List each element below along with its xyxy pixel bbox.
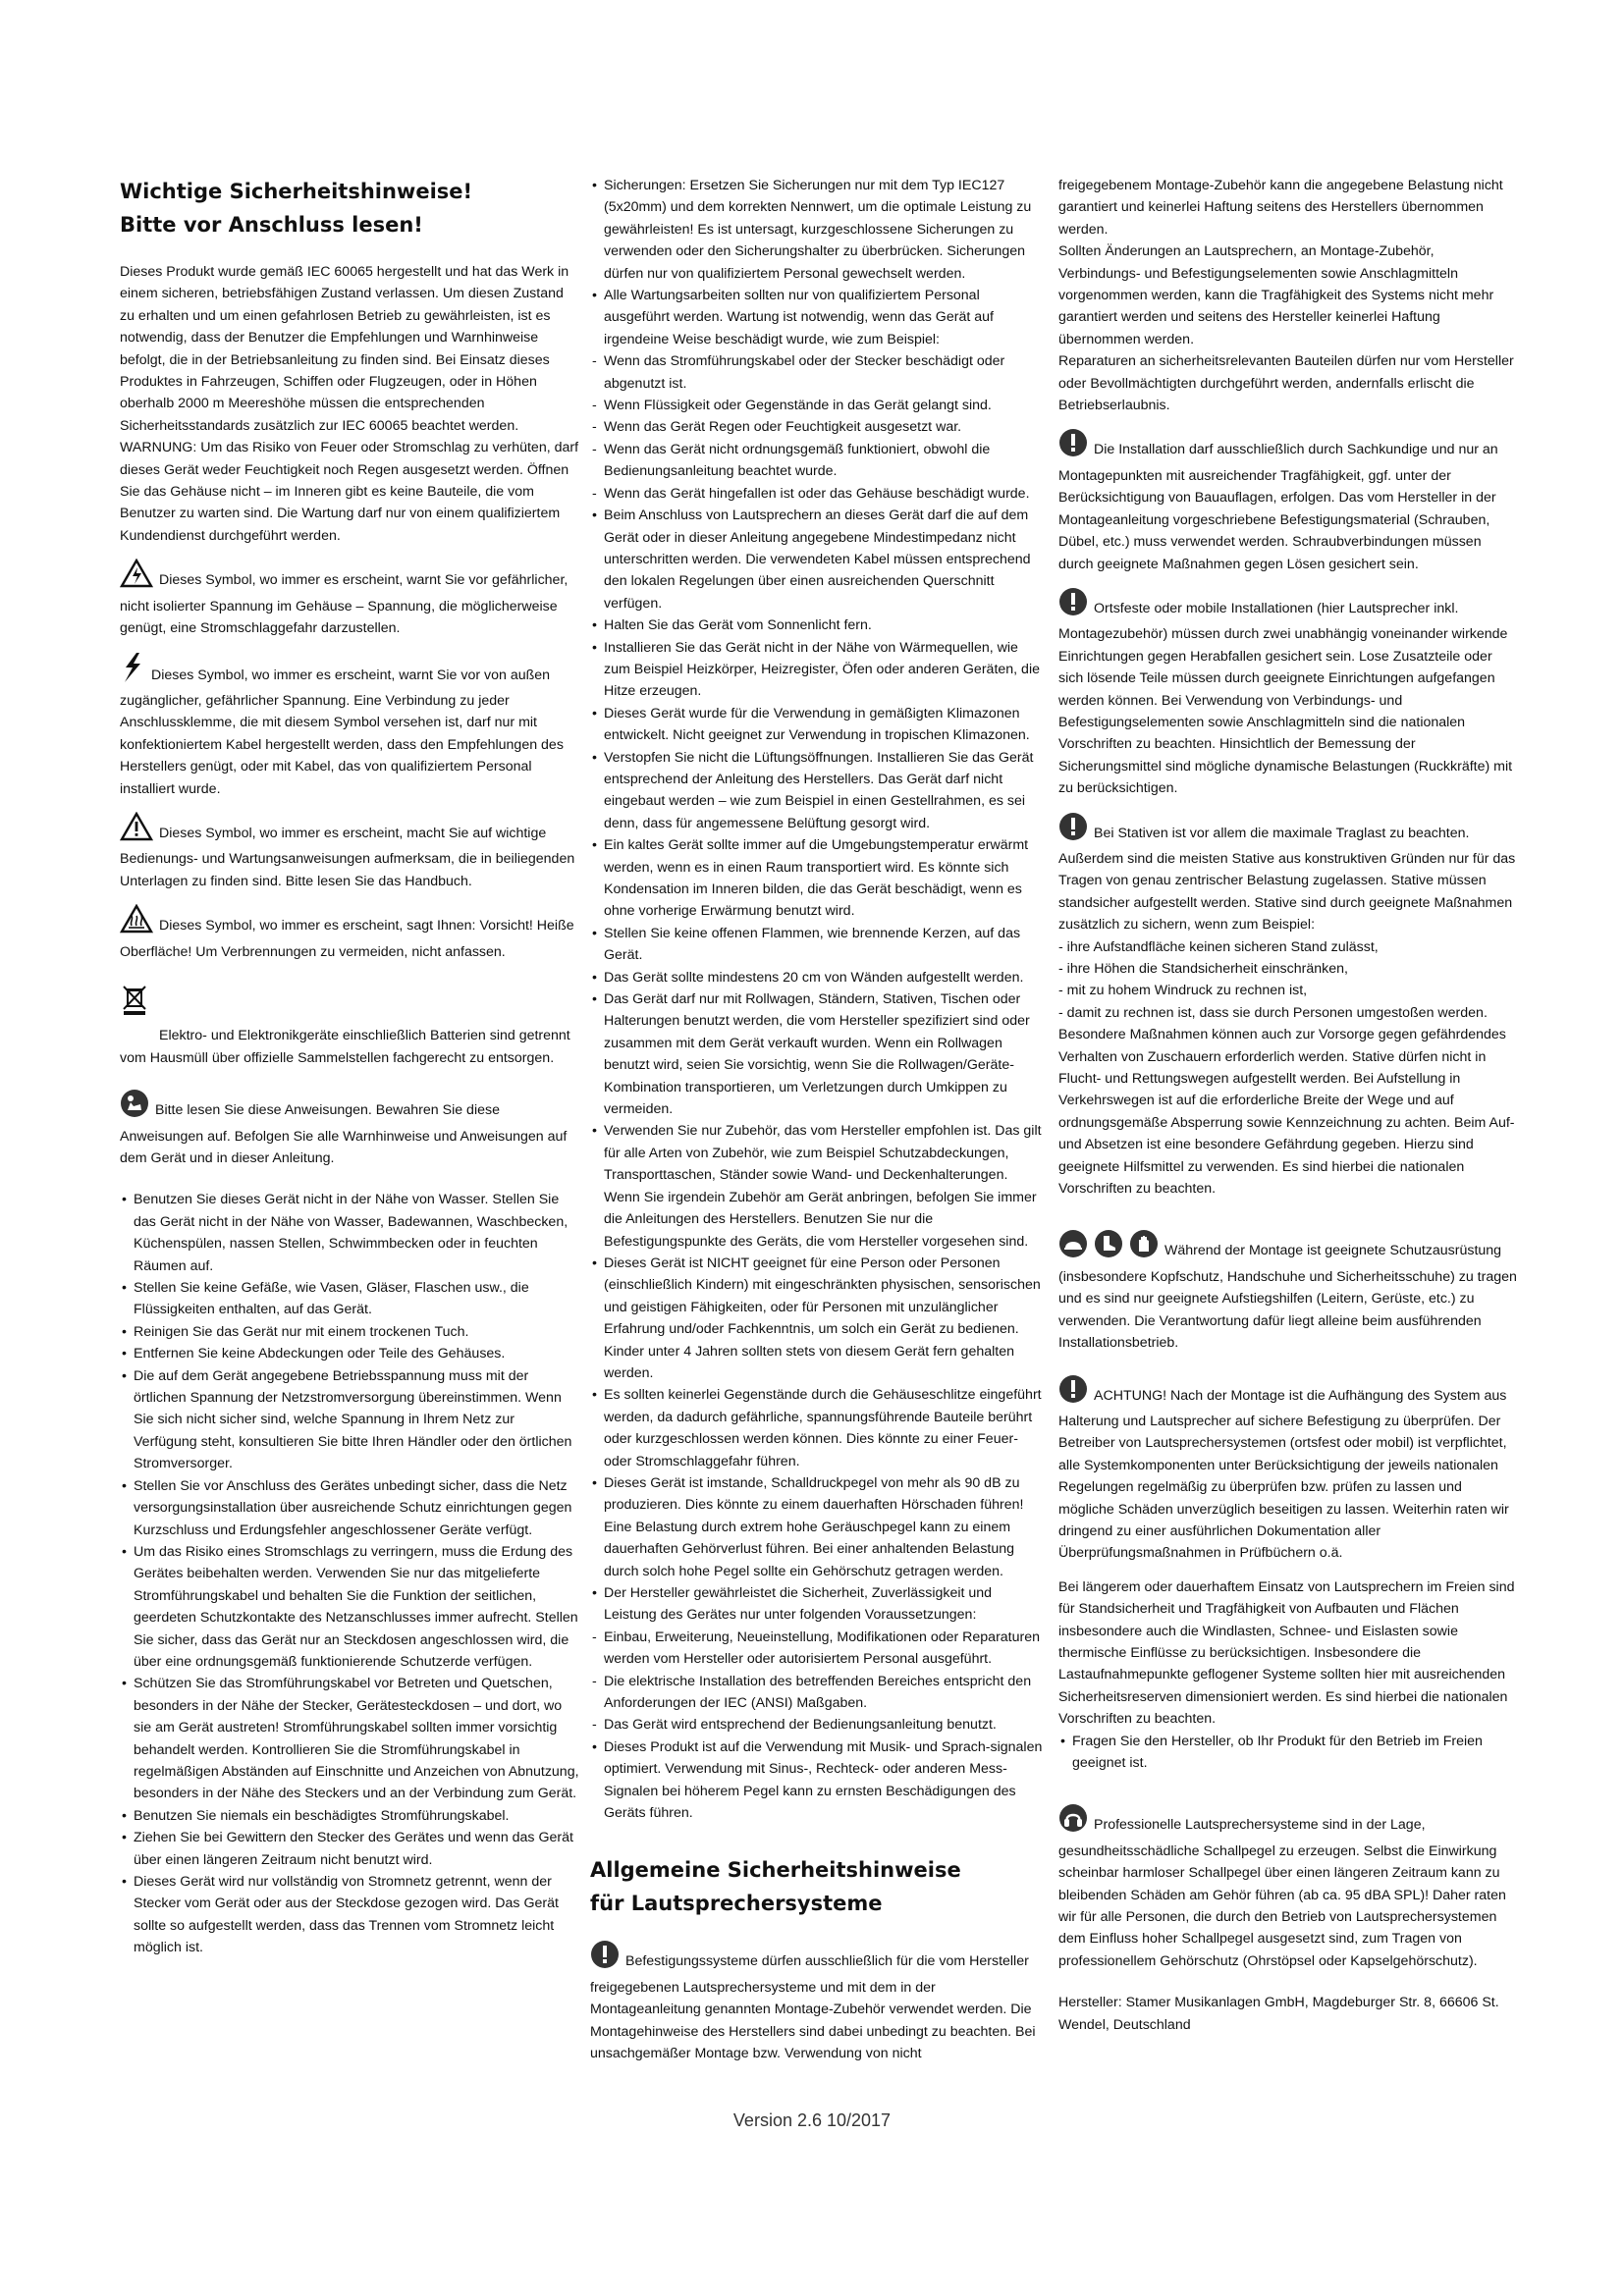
safety-list-middle [590, 175, 1044, 1824]
safety-title: Wichtige Sicherheitshinweise! [120, 180, 473, 203]
list-item: - Wenn Flüssigkeit oder Gegenstände in das Gerät gelangt sind. [590, 395, 1044, 416]
safety-boot-icon [1094, 1229, 1123, 1265]
symbol-voltage-text: Dieses Symbol, wo immer es erscheint, warnt Sie vor gefährlicher, nicht isolierter Spannung im Gehäuse – Spannung, die möglicherweise genügt, eine Stromschlaggefahr darzustellen. [120, 572, 568, 637]
symbol-voltage-note [120, 559, 581, 639]
list-item: • Das Gerät darf nur mit Rollwagen, Ständern, Stativen, Tischen oder Halterungen benutzt werden, die vom Hersteller spezifiziert sind oder zusammen mit dem Gerät verkauft wurden. Wenn ein Rollwagen benutzt wird, seien Sie vorsichtig, wenn Sie die Rollwagen/Geräte-Kombination transportieren, um Verletzungen durch Umkippen zu vermeiden. [590, 988, 1044, 1120]
exclamation-circle-icon [1058, 1374, 1088, 1411]
crossed-bin-icon [120, 983, 575, 1023]
symbol-weee-text: Elektro- und Elektronikgeräte einschließlich Batterien sind getrennt vom Hausmüll über offizielle Sammelstellen fachgerecht zu entsorgen. [120, 1028, 570, 1066]
stand-note [1058, 812, 1520, 936]
list-item: • Halten Sie das Gerät vom Sonnenlicht fern. [590, 614, 1044, 636]
fall-protection-note [1058, 587, 1520, 800]
list-item: • Schützen Sie das Stromführungskabel vor Betreten und Quetschen, besonders in der Nähe der Stecker, Gerätesteckdosen – und dort, wo sie am Gerät austreten! Stromführungskabel sollten immer vorsichtig behandelt werden. Kontrollieren Sie die Stromführungskabel in regelmäßigen Abständen auf Einschnitte und Anzeichen von Abnutzung, besonders in der Nähe des Steckers und an der Verbindung zum Gerät. [120, 1673, 581, 1804]
helmet-icon [1058, 1229, 1088, 1265]
list-item: - Wenn das Stromführungskabel oder der Stecker beschädigt oder abgenutzt ist. [590, 350, 1044, 395]
stand-condition: - ihre Aufstandfläche keinen sicheren Stand zulässt, [1058, 938, 1379, 955]
read-manual-icon [120, 1089, 149, 1125]
list-item: • Dieses Gerät wurde für die Verwendung in gemäßigten Klimazonen entwickelt. Nicht geeignet zur Verwendung in tropischen Klimazonen. [590, 703, 1044, 747]
paragraph: Reparaturen an sicherheitsrelevanten Bauteilen dürfen nur vom Hersteller oder Bevollmächtigten durchgeführt werden, andernfalls erlischt die Betriebserlaubnis. [1058, 353, 1514, 414]
list-item: • Fragen Sie den Hersteller, ob Ihr Produkt für den Betrieb im Freien geeignet ist. [1058, 1731, 1520, 1775]
protective-gear-note [1058, 1229, 1520, 1354]
exclamation-circle-icon [590, 1940, 620, 1976]
exclamation-circle-icon [1058, 812, 1088, 848]
list-item: • Entfernen Sie keine Abdeckungen oder Teile des Gehäuses. [120, 1343, 581, 1364]
glove-icon [1129, 1229, 1159, 1265]
symbol-manual-text: Dieses Symbol, wo immer es erscheint, macht Sie auf wichtige Bedienungs- und Wartungsanweisungen aufmerksam, die in beiliegenden Unterlagen zu finden sind. Bitte lesen Sie das Handbuch. [120, 825, 575, 889]
paragraph: Sollten Änderungen an Lautsprechern, an Montage-Zubehör, Verbindungs- und Befestigungselementen sowie Anschlagmitteln vorgenommen werden, kann die Tragfähigkeit des Systems nicht mehr garantiert werden und seitens des Hersteller keinerlei Haftung übernommen werden. [1058, 243, 1494, 347]
hearing-text: Professionelle Lautsprechersysteme sind in der Lage, gesundheitsschädliche Schallpegel zu erzeugen. Selbst die Einwirkung scheinbar harmloser Schallpegel über einen längeren Zeitraum kann zu bleibenden Schäden am Gehör führen (ab ca. 95 dBA SPL)! Daher raten wir für alle Personen, die durch den Betrieb von Lautsprechersystemen dem Einfluss hoher Schallpegel ausgesetzt sind, zum Tragen von professionellem Gehörschutz (Ohrstöpsel oder Kapselgehörschutz). [1058, 1817, 1506, 1969]
speaker-safety-title: Allgemeine Sicherheitshinweise [590, 1858, 961, 1883]
list-item: • Stellen Sie vor Anschluss des Gerätes unbedingt sicher, dass die Netz versorgungsinstallation über ausreichende Schutz einrichtungen gegen Kurzschluss und Erdungsfehler angeschlossener Geräte verfügt. [120, 1475, 581, 1541]
list-item: - Einbau, Erweiterung, Neueinstellung, Modifikationen oder Reparaturen werden vom Hersteller oder autorisiertem Personal ausgeführt. [590, 1627, 1044, 1671]
stand-text: Bei Stativen ist vor allem die maximale Traglast zu beachten. Außerdem sind die meisten Stative aus konstruktiven Gründen nur für das Tragen von genau zentrischer Belastung zugelassen. Stative müssen standsicher aufgestellt werden. Stative sind durch geeignete Maßnahmen zusätzlich zu sichern, wenn zum Beispiel: [1058, 825, 1516, 934]
list-item: • Dieses Produkt ist auf die Verwendung mit Musik- und Sprach-signalen optimiert. Verwendung mit Sinus-, Rechteck- oder anderen Mess-Signalen bei höherem Pegel kann zu ernsten Beschädigungen des Geräts führen. [590, 1736, 1044, 1825]
symbol-terminal-note [120, 652, 581, 800]
ear-protection-icon [1058, 1803, 1088, 1840]
list-item: • Ein kaltes Gerät sollte immer auf die Umgebungstemperatur erwärmt werden, wenn es in einen Raum transportiert wird. Es könnte sich Kondensation im Inneren bilden, die das Gerät beschädigt, wenn es ohne vorherige Erwärmung benutzt wird. [590, 834, 1044, 923]
outdoor-list [1058, 1731, 1520, 1775]
list-item: • Alle Wartungsarbeiten sollten nur von qualifiziertem Personal ausgeführt werden. Wartung ist notwendig, wenn das Gerät auf irgendeine Weise beschädigt wurde, wie zum Beispiel: [590, 285, 1044, 350]
list-item: • Verwenden Sie nur Zubehör, das vom Hersteller empfohlen ist. Das gilt für alle Arten von Zubehör, wie zum Beispiel Schutzabdeckungen, Transporttaschen, Ständer sowie Wand- und Deckenhalterungen. Wenn Sie irgendein Zubehör am Gerät anbringen, befolgen Sie immer die Anleitungen des Herstellers. Benutzen Sie nur die Befestigungspunkte des Geräts, die vom Hersteller vorgesehen sind. [590, 1120, 1044, 1252]
list-item: - Wenn das Gerät hingefallen ist oder das Gehäuse beschädigt wurde. [590, 483, 1044, 505]
protective-gear-text: Während der Montage ist geeignete Schutzausrüstung (insbesondere Kopfschutz, Handschuhe und Sicherheitsschuhe) zu tragen und es sind nur geeignete Aufstiegshilfen (Leitern, Gerüste, etc.) zu verwenden. Die Verantwortung dafür liegt alleine beim ausführenden Installationsbetrieb. [1058, 1243, 1517, 1352]
list-item: • Dieses Gerät ist NICHT geeignet für eine Person oder Personen (einschließlich Kindern) mit eingeschränkten physischen, sensorischen und geistigen Fähigkeiten, oder für Personen mit unzulänglicher Erfahrung und/oder Fachkenntnis, um solch ein Gerät zu bedienen. Kinder unter 4 Jahren sollten stets von diesem Gerät fern gehalten werden. [590, 1253, 1044, 1384]
list-item: • Es sollten keinerlei Gegenstände durch die Gehäuseschlitze eingeführt werden, da dadurch gefährliche, spannungsführende Bauteile berührt oder kurzgeschlossen werden können. Dies könnte zu einer Feuer- oder Stromschlaggefahr führen. [590, 1384, 1044, 1472]
mounting-text: Befestigungssysteme dürfen ausschließlich für die vom Hersteller freigegebenen Lautsprechersysteme und mit dem in der Montageanleitung genannten Montage-Zubehör verwendet werden. Die Montagehinweise des Herstellers sind dabei unbedingt zu beachten. Bei unsachgemäßer Montage bzw. Verwendung von nicht [590, 1953, 1036, 2062]
list-item: • Stellen Sie keine offenen Flammen, wie brennende Kerzen, auf das Gerät. [590, 923, 1044, 967]
symbol-read-text: Bitte lesen Sie diese Anweisungen. Bewahren Sie diese Anweisungen auf. Befolgen Sie alle Warnhinweise und Anweisungen auf dem Gerät und in dieser Anleitung. [120, 1102, 568, 1166]
safety-subtitle: Bitte vor Anschluss lesen! [120, 213, 423, 237]
hot-surface-icon [120, 904, 153, 940]
stand-condition: - mit zu hohem Windruck zu rechnen ist, [1058, 983, 1308, 999]
intro-paragraph: Dieses Produkt wurde gemäß IEC 60065 hergestellt und hat das Werk in einem sicheren, betriebsfähigen Zustand verlassen. Um diesen Zustand zu erhalten und um einen gefahrlosen Betrieb zu gewährleisten, ist es notwendig, dass der Benutzer die Empfehlungen und Warnhinweise befolgt, die in der Betriebsanleitung zu finden sind. Bei Einsatz dieses Produktes in Fahrzeugen, Schiffen oder Flugzeugen, oder in Höhen oberhalb 2000 m Meereshöhe müssen die entsprechenden Sicherheitsstandards zusätzlich zur IEC 60065 beachtet werden. [120, 264, 569, 434]
exclamation-warning-icon [120, 812, 153, 848]
inspection-text: ACHTUNG! Nach der Montage ist die Aufhängung des System aus Halterung und Lautsprecher auf sichere Befestigung zu überprüfen. Der Betreiber von Lautsprechersystemen (ortsfest oder mobil) ist verpflichtet, alle Systemkomponenten unter Berücksichtigung der jeweils nationalen Regelungen regelmäßig zu überprüfen bzw. prüfen zu lassen und mögliche Schäden unverzüglich beseitigen zu lassen. Weiterhin raten wir dringend zu einer ausführlichen Dokumentation aller Überprüfungsmaßnahmen in Prüfbüchern o.ä. [1058, 1387, 1509, 1562]
list-item: • Um das Risiko eines Stromschlags zu verringern, muss die Erdung des Gerätes beibehalten werden. Verwenden Sie nur das mitgelieferte Stromführungskabel und behalten Sie die Funktion der seitlichen, geerdeten Schutzkontakte des Netzanschlusses immer aufrecht. Stellen Sie sicher, dass das Gerät nur an Steckdosen angeschlossen wird, die über eine ordnungsgemäß funktionierende Schutzerde verfügen. [120, 1541, 581, 1673]
list-item: • Der Hersteller gewährleistet die Sicherheit, Zuverlässigkeit und Leistung des Gerätes nur unter folgenden Voraussetzungen: [590, 1582, 1044, 1627]
list-item: - Die elektrische Installation des betreffenden Bereiches entspricht den Anforderungen der IEC (ANSI) Maßgaben. [590, 1671, 1044, 1715]
symbol-read-note [120, 1089, 581, 1169]
symbol-weee-note [120, 983, 581, 1069]
warning-paragraph: WARNUNG: Um das Risiko von Feuer oder Stromschlag zu verhüten, darf dieses Gerät weder Feuchtigkeit noch Regen ausgesetzt werden. Öffnen Sie das Gehäuse nicht – im Inneren gibt es keine Bauteile, die vom Benutzer zu warten sind. Die Wartung darf nur von einem qualifiziertem Kundendienst durchgeführt werden. [120, 440, 579, 544]
list-item: • Die auf dem Gerät angegebene Betriebsspannung muss mit der örtlichen Spannung der Netzstromversorgung übereinstimmen. Wenn Sie sich nicht sicher sind, welche Spannung in Ihrem Netz zur Verfügung steht, konsultieren Sie bitte Ihren Händler oder den örtlichen Stromversorger. [120, 1365, 581, 1475]
list-item: - Wenn das Gerät nicht ordnungsgemäß funktioniert, obwohl die Bedienungsanleitung beachtet wurde. [590, 439, 1044, 483]
paragraph: freigegebenem Montage-Zubehör kann die angegebene Belastung nicht garantiert und keinerlei Haftung seitens des Herstellers übernommen werden. [1058, 178, 1503, 238]
exclamation-circle-icon [1058, 428, 1088, 464]
mounting-note [590, 1940, 1044, 2064]
column-right [1058, 175, 1520, 2036]
list-item: • Dieses Gerät wird nur vollständig von Stromnetz getrennt, wenn der Stecker vom Gerät oder aus der Steckdose gezogen wird. Das Gerät sollte so aufgestellt werden, dass das Trennen vom Stromnetz leicht möglich ist. [120, 1871, 581, 1959]
list-item: • Ziehen Sie bei Gewittern den Stecker des Gerätes und wenn das Gerät über einen längeren Zeitraum nicht benutzt wird. [120, 1827, 581, 1871]
paragraph: Besondere Maßnahmen können auch zur Vorsorge gegen gefährdendes Verhalten von Zuschauern erforderlich werden. Stative dürfen nicht in Flucht- und Rettungswegen aufgestellt werden. Bei Aufstellung in Verkehrswegen ist auf die erforderliche Breite der Wege und auf ordnungsgemäße Absperrung sowie Kennzeichnung zu achten. Beim Auf- und Absetzen ist eine besondere Gefährdung gegeben. Hierzu sind geeignete Hilfsmittel zu verwenden. Es sind hierbei die nationalen Vorschriften zu beachten. [1058, 1027, 1515, 1198]
exclamation-circle-icon [1058, 587, 1088, 623]
safety-list-left [120, 1189, 581, 1958]
inspection-note [1058, 1374, 1520, 1565]
list-item: • Sicherungen: Ersetzen Sie Sicherungen nur mit dem Typ IEC127 (5x20mm) und dem korrekten Nennwert, um die optimale Leistung zu gewährleisten! Es ist untersagt, kurzgeschlossene Sicherungen zu verwenden oder den Sicherungshalter zu überbrücken. Sicherungen dürfen nur von qualifiziertem Personal gewechselt werden. [590, 175, 1044, 285]
list-item: • Stellen Sie keine Gefäße, wie Vasen, Gläser, Flaschen usw., die Flüssigkeiten enthalten, auf das Gerät. [120, 1277, 581, 1321]
manufacturer-info: Hersteller: Stamer Musikanlagen GmbH, Magdeburger Str. 8, 66606 St. Wendel, Deutschland [1058, 1995, 1499, 2033]
list-item: • Installieren Sie das Gerät nicht in der Nähe von Wärmequellen, wie zum Beispiel Heizkörper, Heizregister, Öfen oder anderen Geräten, die Hitze erzeugen. [590, 637, 1044, 703]
fall-protection-text: Ortsfeste oder mobile Installationen (hier Lautsprecher inkl. Montagezubehör) müssen durch zwei unabhängig voneinander wirkende Einrichtungen gegen Herabfallen gesichert sein. Lose Zusatzteile oder sich lösende Teile müssen durch geeignete Einrichtungen aufgefangen werden können. Bei Verwendung von Verbindungs- und Befestigungselementen sowie Anschlagmitteln sind die nationalen Vorschriften zu beachten. Hinsichtlich der Bemessung der Sicherungsmittel sind mögliche dynamische Belastungen (Ruckkräfte) mit zu berücksichtigen. [1058, 600, 1513, 797]
speaker-safety-subtitle: für Lautsprechersysteme [590, 1892, 883, 1916]
lightning-bolt-icon [120, 652, 145, 690]
list-item: • Beim Anschluss von Lautsprechern an dieses Gerät darf die auf dem Gerät oder in dieser Anleitung angegebene Mindestimpedanz nicht unterschritten werden. Die verwendeten Kabel müssen entsprechend den lokalen Regelungen über einen ausreichenden Querschnitt verfügen. [590, 505, 1044, 614]
hearing-note [1058, 1803, 1520, 1972]
symbol-hot-surface-text: Dieses Symbol, wo immer es erscheint, sagt Ihnen: Vorsicht! Heiße Oberfläche! Um Verbrennungen zu vermeiden, nicht anfassen. [120, 918, 574, 960]
installation-text: Die Installation darf ausschließlich durch Sachkundige und nur an Montagepunkten mit ausreichender Tragfähigkeit, ggf. unter der Berücksichtigung von Bauauflagen, erfolgen. Das vom Hersteller in der Montageanleitung vorgeschriebene Befestigungsmaterial (Schrauben, Dübel, etc.) muss verwendet werden. Schraubverbindungen müssen durch geeignete Maßnahmen gegen Lösen gesichert sein. [1058, 442, 1498, 572]
list-item: • Reinigen Sie das Gerät nur mit einem trockenen Tuch. [120, 1321, 581, 1343]
column-left [120, 175, 581, 1959]
version-footer: Version 2.6 10/2017 [732, 2110, 892, 2130]
symbol-manual-note [120, 812, 581, 892]
list-item: • Benutzen Sie dieses Gerät nicht in der Nähe von Wasser. Stellen Sie das Gerät nicht in der Nähe von Wasser, Badewannen, Waschbecken, Küchenspülen, nassen Stellen, Schwimmbecken oder in feuchten Räumen auf. [120, 1189, 581, 1277]
stand-condition: - damit zu rechnen ist, dass sie durch Personen umgestoßen werden. [1058, 1004, 1488, 1021]
stand-condition: - ihre Höhen die Standsicherheit einschränken, [1058, 961, 1348, 977]
list-item: • Dieses Gerät ist imstande, Schalldruckpegel von mehr als 90 dB zu produzieren. Dies könnte zu einem dauerhaften Hörschaden führen! Eine Belastung durch extrem hohe Geräuschpegel kann zu einem dauerhaften Gehörverlust führen. Bei einer anhaltenden Belastung durch solch hohe Pegel sollte ein Gehörschutz getragen werden. [590, 1472, 1044, 1582]
symbol-hot-surface-note [120, 904, 581, 963]
lightning-warning-icon [120, 559, 153, 595]
list-item: • Das Gerät sollte mindestens 20 cm von Wänden aufgestellt werden. [590, 967, 1044, 988]
list-item: • Verstopfen Sie nicht die Lüftungsöffnungen. Installieren Sie das Gerät entsprechend der Anleitung des Herstellers. Das Gerät darf nicht eingebaut werden – wie zum Beispiel in einen Gestellrahmen, es sei denn, dass für angemessene Belüftung gesorgt wird. [590, 747, 1044, 835]
column-middle [590, 175, 1044, 2065]
outdoor-paragraph: Bei längerem oder dauerhaftem Einsatz von Lautsprechern im Freien sind für Standsicherheit und Tragfähigkeit von Aufbauten und Flächen insbesondere auch die Windlasten, Schnee- und Eislasten sowie thermische Einflüsse zu berücksichtigen. Insbesondere die Lastaufnahmepunkte geflogener Systeme sollten hier mit ausreichenden Sicherheitsreserven dimensioniert werden. Es sind hierbei die nationalen Vorschriften zu beachten. [1058, 1578, 1515, 1728]
list-item: - Das Gerät wird entsprechend der Bedienungsanleitung benutzt. [590, 1714, 1044, 1735]
list-item: • Benutzen Sie niemals ein beschädigtes Stromführungskabel. [120, 1805, 581, 1827]
list-item: - Wenn das Gerät Regen oder Feuchtigkeit ausgesetzt war. [590, 416, 1044, 438]
symbol-terminal-text: Dieses Symbol, wo immer es erscheint, warnt Sie vor von außen zugänglicher, gefährlicher Spannung. Eine Verbindung zu jeder Anschlussklemme, die mit diesem Symbol versehen ist, darf nur mit konfektioniertem Kabel hergestellt werden, dass den Empfehlungen des Herstellers genügt, oder mit Kabel, das von qualifiziertem Personal installiert wurde. [120, 667, 564, 797]
installation-note [1058, 428, 1520, 574]
